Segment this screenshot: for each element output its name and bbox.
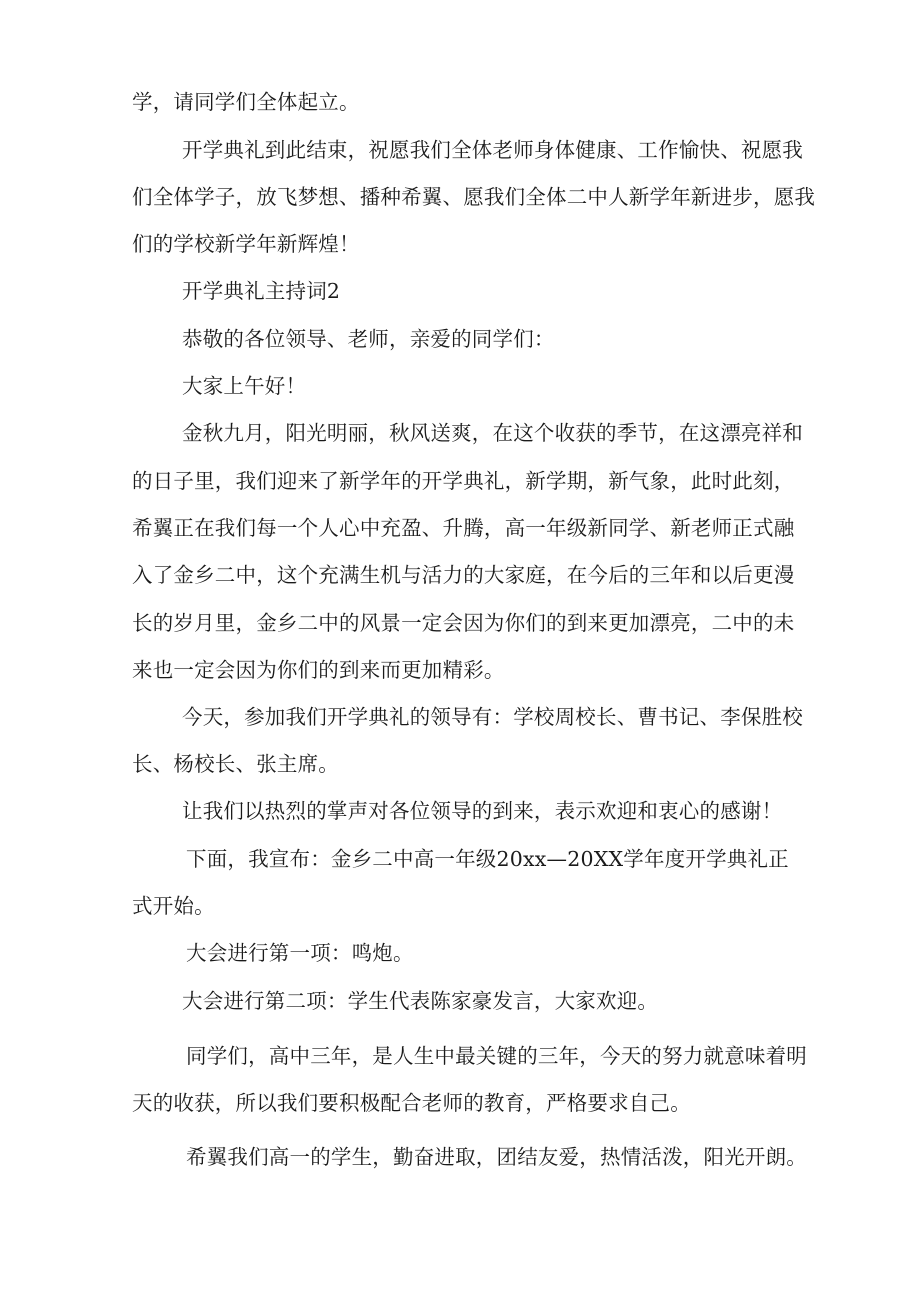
text-line-12: 长的岁月里，金乡二中的风景一定会因为你们的到来更加漂亮，二中的未: [132, 611, 795, 635]
text-line-14: 今天，参加我们开学典礼的领导有：学校周校长、曹书记、李保胜校: [182, 705, 803, 729]
text-line-1: 学，请同学们全体起立。: [132, 90, 360, 114]
text-line-8: 金秋九月，阳光明丽，秋风送爽，在这个收获的季节，在这漂亮祥和: [182, 421, 803, 445]
text-line-3: 们全体学子，放飞梦想、播种希翼、愿我们全体二中人新学年新进步，愿我: [132, 185, 816, 209]
salutation: 恭敬的各位领导、老师，亲爱的同学们：: [182, 327, 555, 351]
greeting: 大家上午好！: [182, 374, 307, 398]
text-line-11: 入了金乡二中，这个充满生机与活力的大家庭，在今后的三年和以后更漫: [132, 563, 795, 587]
text-line-21: 同学们，高中三年，是人生中最关键的三年，今天的努力就意味着明: [186, 1044, 807, 1068]
text-line-23: 希翼我们高一的学生，勤奋进取，团结友爱，热情活泼，阳光开朗。: [186, 1145, 807, 1169]
text-line-16: 让我们以热烈的掌声对各位领导的到来，表示欢迎和衷心的感谢！: [182, 799, 783, 823]
text-line-22: 天的收获，所以我们要积极配合老师的教育，严格要求自己。: [132, 1091, 691, 1115]
text-line-4: 们的学校新学年新辉煌！: [132, 232, 360, 256]
text-line-19: 大会进行第一项：鸣炮。: [186, 941, 414, 965]
text-line-18: 式开始。: [132, 894, 215, 918]
text-line-13: 来也一定会因为你们的到来而更加精彩。: [132, 658, 505, 682]
text-line-15: 长、杨校长、张主席。: [132, 752, 339, 776]
text-line-9: 的日子里，我们迎来了新学年的开学典礼，新学期，新气象，此时此刻，: [132, 469, 795, 493]
section-heading: 开学典礼主持词2: [182, 279, 341, 303]
text-line-10: 希翼正在我们每一个人心中充盈、升腾，高一年级新同学、新老师正式融: [132, 516, 795, 540]
text-line-20: 大会进行第二项：学生代表陈家豪发言，大家欢迎。: [182, 989, 659, 1013]
text-line-17: 下面，我宣布：金乡二中高一年级20xx—20XX学年度开学典礼正: [186, 847, 789, 871]
text-line-2: 开学典礼到此结束，祝愿我们全体老师身体健康、工作愉快、祝愿我: [182, 138, 803, 162]
